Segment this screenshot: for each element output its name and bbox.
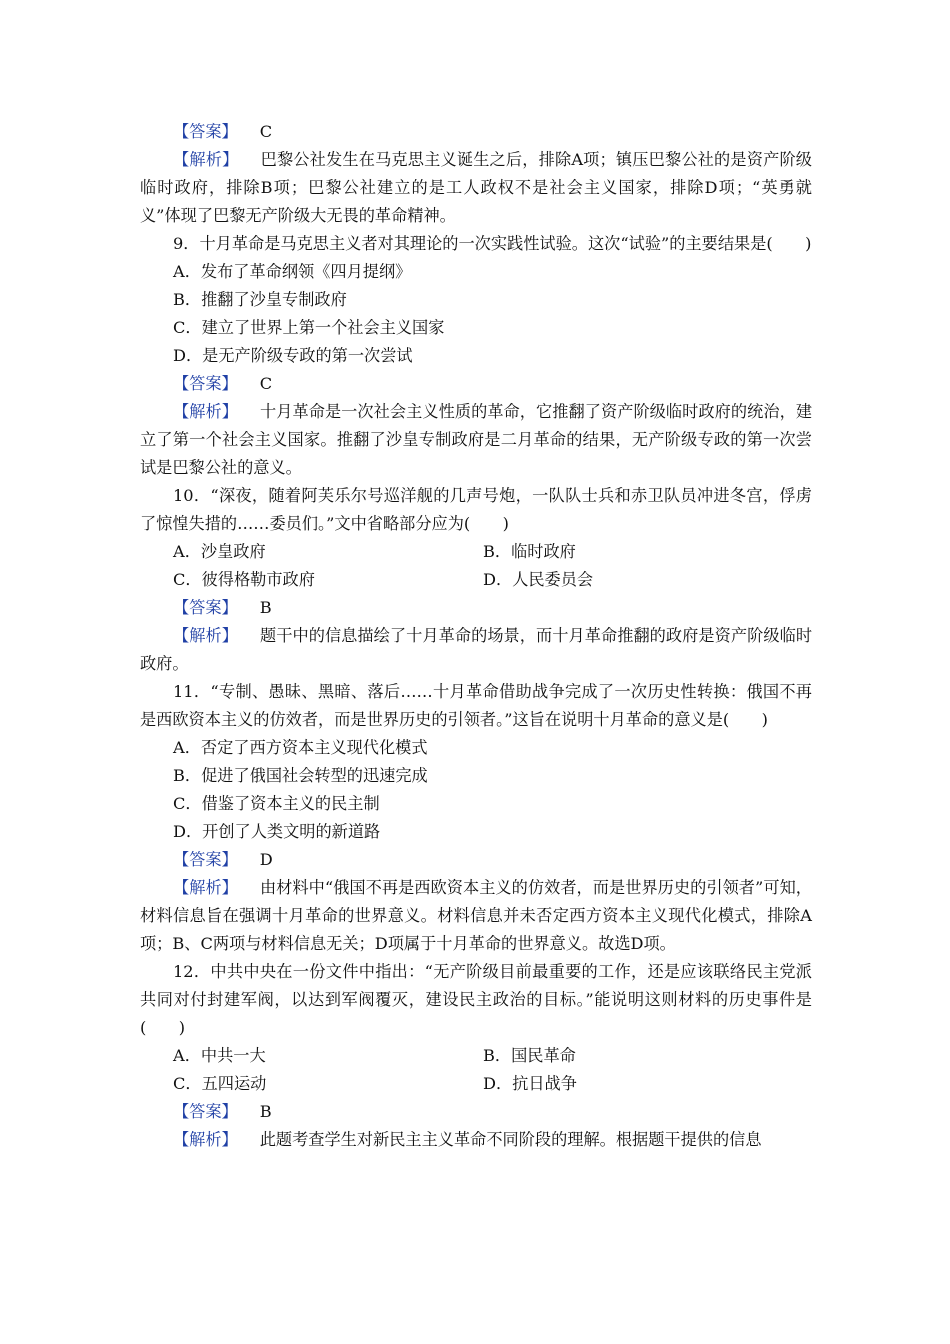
analysis-q11: [140, 874, 812, 958]
option-q11-b: B．促进了俄国社会转型的迅速完成: [173, 766, 428, 785]
analysis-q8: [140, 146, 812, 230]
answer-line-q11: [140, 846, 812, 874]
option-q12-b: B．国民革命: [483, 1046, 576, 1065]
option-q11-d: D．开创了人类文明的新道路: [173, 822, 381, 841]
option-q11-c: C．借鉴了资本主义的民主制: [173, 794, 380, 813]
question-stem-q11: 11．“专制、愚昧、黑暗、落后……十月革命借助战争完成了一次历史性转换：俄国不再是西欧资本主义的仿效者，而是世界历史的引领者。”这旨在说明十月革命的意义是( ): [140, 682, 812, 729]
analysis-q10: [140, 622, 812, 678]
answer-label: 【答案】: [173, 1102, 238, 1121]
answer-label: 【答案】: [173, 850, 238, 869]
question-stem-q10: 10．“深夜，随着阿芙乐尔号巡洋舰的几声号炮，一队队士兵和赤卫队员冲进冬宫，俘虏了惊惶失措的……委员们。”文中省略部分应为( ): [140, 486, 812, 533]
option-q10-a: A．沙皇政府: [173, 542, 266, 561]
document-page: [140, 118, 877, 1154]
options-row-q10-1: [140, 538, 812, 566]
answer-line-q8: [140, 118, 812, 146]
answer-value: B: [259, 1102, 272, 1121]
analysis-text: 此题考查学生对新民主主义革命不同阶段的理解。根据题干提供的信息: [259, 1130, 762, 1149]
answer-label: 【答案】: [173, 122, 238, 141]
analysis-q9: [140, 398, 812, 482]
analysis-text: 十月革命是一次社会主义性质的革命，它推翻了资产阶级临时政府的统治，建立了第一个社会主义国家。推翻了沙皇专制政府是二月革命的结果，无产阶级专政的第一次尝试是巴黎公社的意义。: [140, 402, 813, 477]
question-stem-q12: 12．中共中央在一份文件中指出：“无产阶级目前最重要的工作，还是应该联络民主党派共同对付封建军阀，以达到军阀覆灭，建设民主政治的目标。”能说明这则材料的历史事件是 ( ): [140, 962, 877, 1037]
options-row-q10-2: [140, 566, 812, 594]
analysis-text: 由材料中“俄国不再是西欧资本主义的仿效者，而是世界历史的引领者”可知，材料信息旨在强调十月革命的世界意义。材料信息并未否定西方资本主义现代化模式，排除A项；B、C两项与材料信息无关；D项属于十月革命的世界意义。故选D项。: [140, 878, 812, 953]
analysis-label: 【解析】: [173, 402, 238, 421]
question-stem-q9: 9．十月革命是马克思主义者对其理论的一次实践性试验。这次“试验”的主要结果是( ): [173, 234, 812, 253]
answer-label: 【答案】: [173, 598, 238, 617]
option-q12-c: C．五四运动: [173, 1074, 267, 1093]
analysis-text: 题干中的信息描绘了十月革命的场景，而十月革命推翻的政府是资产阶级临时政府。: [140, 626, 813, 673]
answer-line-q12: [140, 1098, 812, 1126]
answer-line-q10: [140, 594, 812, 622]
answer-value: B: [259, 598, 272, 617]
analysis-q12: [140, 1126, 812, 1154]
option-q9-c: C．建立了世界上第一个社会主义国家: [173, 318, 445, 337]
analysis-label: 【解析】: [173, 1130, 238, 1149]
option-q12-a: A．中共一大: [173, 1046, 266, 1065]
option-q11-a: A．否定了西方资本主义现代化模式: [173, 738, 428, 757]
option-q10-c: C．彼得格勒市政府: [173, 570, 315, 589]
answer-line-q9: [140, 370, 812, 398]
options-row-q12-1: [140, 1042, 812, 1070]
answer-value: C: [259, 122, 273, 141]
option-q10-d: D．人民委员会: [483, 570, 594, 589]
options-row-q12-2: [140, 1070, 812, 1098]
option-q10-b: B．临时政府: [483, 542, 576, 561]
option-q12-d: D．抗日战争: [483, 1074, 577, 1093]
option-q9-a: A．发布了革命纲领《四月提纲》: [173, 262, 412, 281]
answer-value: D: [259, 850, 273, 869]
option-q9-b: B．推翻了沙皇专制政府: [173, 290, 347, 309]
answer-label: 【答案】: [173, 374, 238, 393]
analysis-text: 巴黎公社发生在马克思主义诞生之后，排除A项；镇压巴黎公社的是资产阶级临时政府，排除B项；巴黎公社建立的是工人政权不是社会主义国家，排除D项；“英勇就义”体现了巴黎无产阶级大无畏的革命精神。: [140, 150, 812, 225]
analysis-label: 【解析】: [173, 626, 238, 645]
answer-value: C: [259, 374, 273, 393]
analysis-label: 【解析】: [173, 150, 239, 169]
analysis-label: 【解析】: [173, 878, 238, 897]
option-q9-d: D．是无产阶级专政的第一次尝试: [173, 346, 413, 365]
